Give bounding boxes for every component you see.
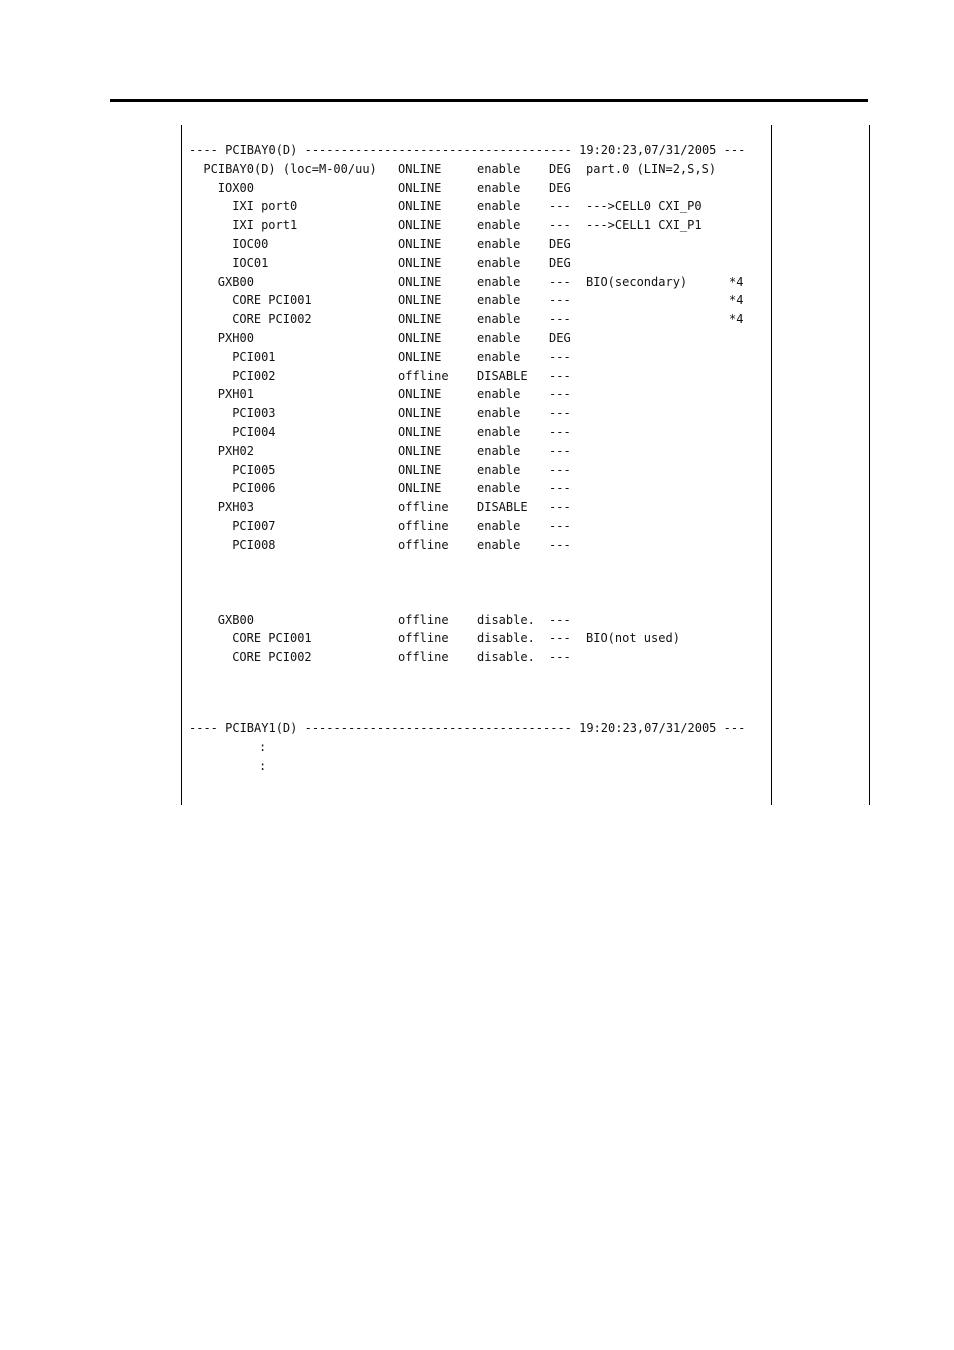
device-state: offline [398,500,449,515]
device-enable: enable [477,330,521,345]
device-name: PXH03 [217,500,254,515]
status-row [189,498,769,517]
device-state: ONLINE [398,312,442,327]
device-enable: enable [477,180,521,195]
pcibay-status-listing [189,141,769,775]
device-name: PCI005 [232,462,276,477]
device-state: ONLINE [398,218,442,233]
device-degrade: --- [549,518,571,533]
status-row [189,536,769,555]
status-row [189,461,769,480]
device-enable: enable [477,462,521,477]
device-name: CORE PCI002 [232,312,312,327]
device-enable: enable [477,424,521,439]
device-degrade: --- [549,462,571,477]
device-degrade: DEG [549,180,571,195]
device-enable: enable [477,312,521,327]
status-row [189,160,769,179]
device-enable: enable [477,255,521,270]
device-degrade: DEG [549,236,571,251]
device-state: ONLINE [398,406,442,421]
device-mark: *4 [729,312,744,327]
continuation-row [189,757,769,776]
device-enable: disable. [477,612,535,627]
device-state: ONLINE [398,274,442,289]
status-row [189,348,769,367]
device-name: PCI006 [232,481,276,496]
device-name: CORE PCI001 [232,293,312,308]
device-degrade: --- [549,199,571,214]
header-banner-row [189,141,769,160]
device-degrade: --- [549,368,571,383]
device-degrade: --- [549,650,571,665]
device-enable: DISABLE [477,368,528,383]
device-degrade: --- [549,274,571,289]
device-name: IOC00 [232,236,269,251]
device-note: BIO(not used) [586,631,680,646]
device-enable: enable [477,406,521,421]
page-right-border [869,125,870,805]
device-name: PCI001 [232,349,276,364]
device-state: offline [398,631,449,646]
status-row [189,629,769,648]
device-name: PXH01 [217,387,254,402]
status-rows [189,160,769,555]
device-degrade: --- [549,537,571,552]
top-rule [110,99,868,102]
device-degrade: --- [549,612,571,627]
device-state: ONLINE [398,387,442,402]
device-enable: DISABLE [477,500,528,515]
continuation-row [189,738,769,757]
device-enable: enable [477,218,521,233]
device-degrade: --- [549,349,571,364]
status-row [189,367,769,386]
device-degrade: DEG [549,255,571,270]
device-enable: enable [477,274,521,289]
status-row [189,479,769,498]
device-enable: enable [477,161,521,176]
device-name: PCI002 [232,368,276,383]
device-name: PXH02 [217,443,254,458]
device-name: PCI007 [232,518,276,533]
device-mark: *4 [729,274,744,289]
device-mark: *4 [729,293,744,308]
device-degrade: DEG [549,161,571,176]
device-name: PCI004 [232,424,276,439]
device-note: --->CELL1 CXI_P1 [586,218,702,233]
status-row [189,197,769,216]
footer-banner-row [189,719,769,738]
frame-left-border [181,125,182,805]
device-degrade: --- [549,293,571,308]
device-degrade: --- [549,218,571,233]
device-state: ONLINE [398,180,442,195]
device-degrade: --- [549,312,571,327]
device-degrade: --- [549,500,571,515]
device-degrade: --- [549,443,571,458]
device-enable: enable [477,349,521,364]
device-degrade: --- [549,424,571,439]
status-row [189,385,769,404]
device-state: ONLINE [398,481,442,496]
device-name: PXH00 [217,330,254,345]
header-banner: ---- PCIBAY0(D) ------------------------------------- 19:20:23,07/31/2005 --- [189,143,746,157]
continuation-mark: : [259,739,267,754]
device-state: offline [398,368,449,383]
device-state: ONLINE [398,255,442,270]
device-enable: enable [477,293,521,308]
status-row [189,329,769,348]
frame-right-border [771,125,772,805]
device-enable: enable [477,443,521,458]
device-name: GXB00 [217,612,254,627]
device-name: PCI008 [232,537,276,552]
device-state: ONLINE [398,462,442,477]
device-degrade: --- [549,481,571,496]
device-state: ONLINE [398,330,442,345]
device-name: IXI port0 [232,199,298,214]
status-row [189,216,769,235]
device-state: offline [398,612,449,627]
device-state: ONLINE [398,349,442,364]
device-state: ONLINE [398,199,442,214]
device-name: IOX00 [217,180,254,195]
continuation-mark: : [259,758,267,773]
status-row [189,442,769,461]
device-degrade: --- [549,406,571,421]
device-state: ONLINE [398,293,442,308]
status-row [189,179,769,198]
device-enable: enable [477,481,521,496]
device-name: PCI003 [232,406,276,421]
status-rows-secondary [189,611,769,667]
status-row [189,423,769,442]
device-note: BIO(secondary) [586,274,688,289]
status-row [189,310,769,329]
device-enable: enable [477,236,521,251]
footer-banner: ---- PCIBAY1(D) ------------------------------------- 19:20:23,07/31/2005 --- [189,720,746,735]
device-state: ONLINE [398,443,442,458]
device-state: offline [398,518,449,533]
status-row [189,648,769,667]
status-row [189,273,769,292]
status-row [189,517,769,536]
device-state: ONLINE [398,424,442,439]
status-row [189,404,769,423]
device-enable: enable [477,518,521,533]
device-name: PCIBAY0(D) (loc=M-00/uu) [203,161,377,176]
gap [189,555,769,611]
device-degrade: DEG [549,330,571,345]
device-enable: disable. [477,631,535,646]
device-state: ONLINE [398,161,442,176]
device-degrade: --- [549,631,571,646]
device-state: ONLINE [398,236,442,251]
device-enable: enable [477,199,521,214]
device-enable: enable [477,387,521,402]
status-row [189,291,769,310]
gap [189,667,769,719]
device-degrade: --- [549,387,571,402]
device-enable: disable. [477,650,535,665]
device-name: CORE PCI002 [232,650,312,665]
device-enable: enable [477,537,521,552]
device-name: GXB00 [217,274,254,289]
device-state: offline [398,537,449,552]
device-name: IXI port1 [232,218,298,233]
status-row [189,611,769,630]
device-name: IOC01 [232,255,269,270]
device-name: CORE PCI001 [232,631,312,646]
device-state: offline [398,650,449,665]
device-note: --->CELL0 CXI_P0 [586,199,702,214]
device-note: part.0 (LIN=2,S,S) [586,161,717,176]
status-row [189,235,769,254]
status-row [189,254,769,273]
